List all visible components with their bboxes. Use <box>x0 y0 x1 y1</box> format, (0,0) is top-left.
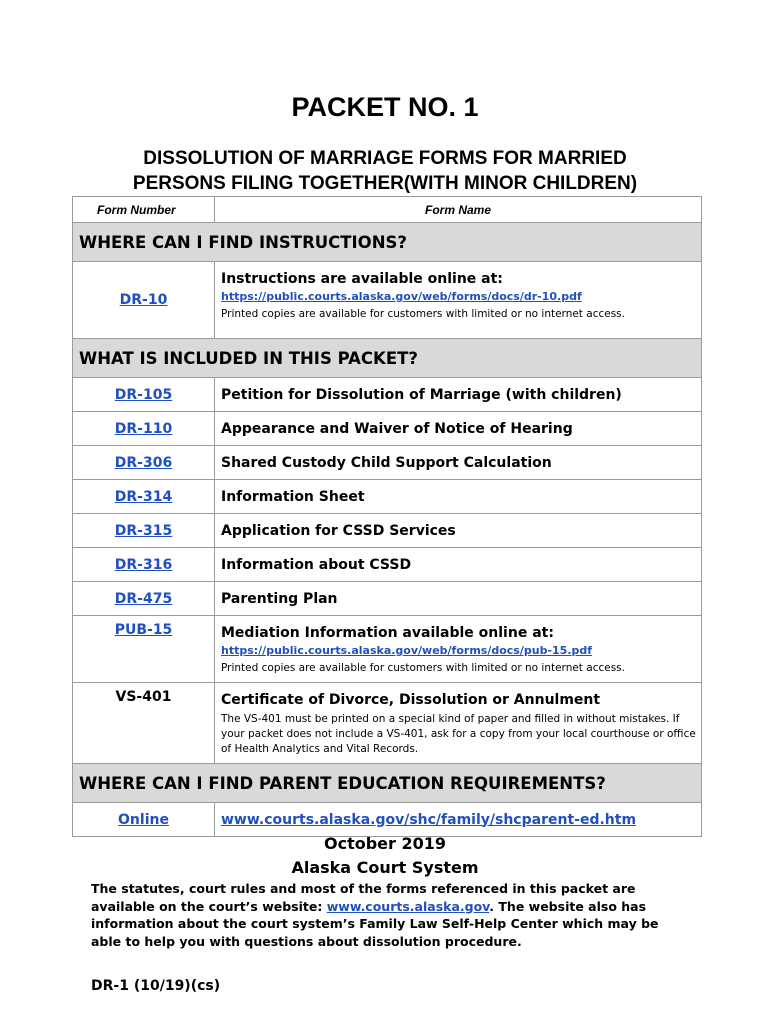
table-row <box>73 616 702 683</box>
form-name-cell <box>215 262 702 339</box>
mediation-title: Mediation Information available online at: <box>221 625 554 641</box>
form-number-cell <box>73 514 215 548</box>
form-name-cell <box>215 616 702 683</box>
table-header-row <box>73 197 702 223</box>
table-row <box>73 683 702 764</box>
form-number-cell <box>73 378 215 412</box>
section-education <box>73 764 702 803</box>
forms-table <box>72 196 702 837</box>
form-number-cell <box>73 480 215 514</box>
form-name-cell: Parenting Plan <box>215 582 702 616</box>
footer-date: October 2019 <box>323 834 447 853</box>
form-link-dr-314[interactable]: DR-314 <box>114 488 173 505</box>
header-form-name: Form Name <box>215 197 702 223</box>
table-row <box>73 378 702 412</box>
form-number-cell <box>73 412 215 446</box>
statute-text-1: The statutes, court rules and most of the forms referenced in this packet are available on the court’s website: <box>91 881 636 914</box>
court-website-link[interactable]: www.courts.alaska.gov <box>326 898 490 914</box>
form-link-pub-15[interactable]: PUB-15 <box>114 622 173 638</box>
form-name-cell: Petition for Dissolution of Marriage (with children) <box>215 378 702 412</box>
form-link-dr-475[interactable]: DR-475 <box>114 590 173 607</box>
page-title: PACKET NO. 1 <box>291 92 479 122</box>
form-code: DR-1 (10/19)(cs) <box>91 978 221 994</box>
form-name-cell: Application for CSSD Services <box>215 514 702 548</box>
instructions-url-link[interactable]: https://public.courts.alaska.gov/web/forms/docs/dr-10.pdf <box>221 290 582 303</box>
statute-paragraph <box>91 880 691 950</box>
section-heading: WHERE CAN I FIND PARENT EDUCATION REQUIREMENTS? <box>73 764 702 803</box>
footer-organization: Alaska Court System <box>291 858 479 877</box>
section-heading: WHERE CAN I FIND INSTRUCTIONS? <box>73 223 702 262</box>
form-name-cell: Shared Custody Child Support Calculation <box>215 446 702 480</box>
table-row <box>73 480 702 514</box>
table-row <box>73 446 702 480</box>
online-link[interactable]: Online <box>118 811 169 828</box>
section-included <box>73 339 702 378</box>
form-number-cell <box>73 446 215 480</box>
packet-subtitle <box>60 146 710 196</box>
form-number-cell <box>73 683 215 764</box>
form-name-cell: Information Sheet <box>215 480 702 514</box>
form-number-vs-401: VS-401 <box>115 689 172 705</box>
form-link-dr-315[interactable]: DR-315 <box>114 522 173 539</box>
form-number-cell <box>73 616 215 683</box>
form-link-dr-105[interactable]: DR-105 <box>114 386 173 403</box>
form-link-dr-10[interactable]: DR-10 <box>119 292 168 308</box>
header-form-number: Form Number <box>73 197 215 223</box>
section-heading: WHAT IS INCLUDED IN THIS PACKET? <box>73 339 702 378</box>
statute-text-2: . The website also has information about the court system’s Family Law Self-Help Center which may be able to help you with questions about dissolution procedure. <box>91 898 659 949</box>
parent-education-url-link[interactable]: www.courts.alaska.gov/shc/family/shcparent-ed.htm <box>221 811 637 828</box>
form-number-cell <box>73 262 215 339</box>
subtitle-line-2: PERSONS FILING TOGETHER(WITH MINOR CHILDREN) <box>132 173 638 194</box>
table-row <box>73 262 702 339</box>
table-row <box>73 514 702 548</box>
form-number-cell <box>73 582 215 616</box>
form-link-dr-306[interactable]: DR-306 <box>114 454 173 471</box>
form-link-dr-110[interactable]: DR-110 <box>114 420 173 437</box>
table-row <box>73 548 702 582</box>
section-instructions <box>73 223 702 262</box>
subtitle-line-1: DISSOLUTION OF MARRIAGE FORMS FOR MARRIED <box>143 148 627 169</box>
vs401-note: The VS-401 must be printed on a special kind of paper and filled in without mistakes. If your packet does not include a VS-401, ask for a copy from your local courthouse or office of Health Analytics and Vital Records. <box>221 713 696 755</box>
instructions-note: Printed copies are available for customers with limited or no internet access. <box>221 308 625 320</box>
table-row <box>73 412 702 446</box>
vs401-title: Certificate of Divorce, Dissolution or Annulment <box>221 692 601 708</box>
form-name-cell: Appearance and Waiver of Notice of Hearing <box>215 412 702 446</box>
form-number-cell <box>73 548 215 582</box>
mediation-note: Printed copies are available for customers with limited or no internet access. <box>221 662 625 674</box>
form-name-cell: Information about CSSD <box>215 548 702 582</box>
instructions-title: Instructions are available online at: <box>221 271 503 287</box>
form-link-dr-316[interactable]: DR-316 <box>114 556 173 573</box>
mediation-url-link[interactable]: https://public.courts.alaska.gov/web/forms/docs/pub-15.pdf <box>221 644 593 657</box>
table-row <box>73 582 702 616</box>
form-name-cell <box>215 683 702 764</box>
